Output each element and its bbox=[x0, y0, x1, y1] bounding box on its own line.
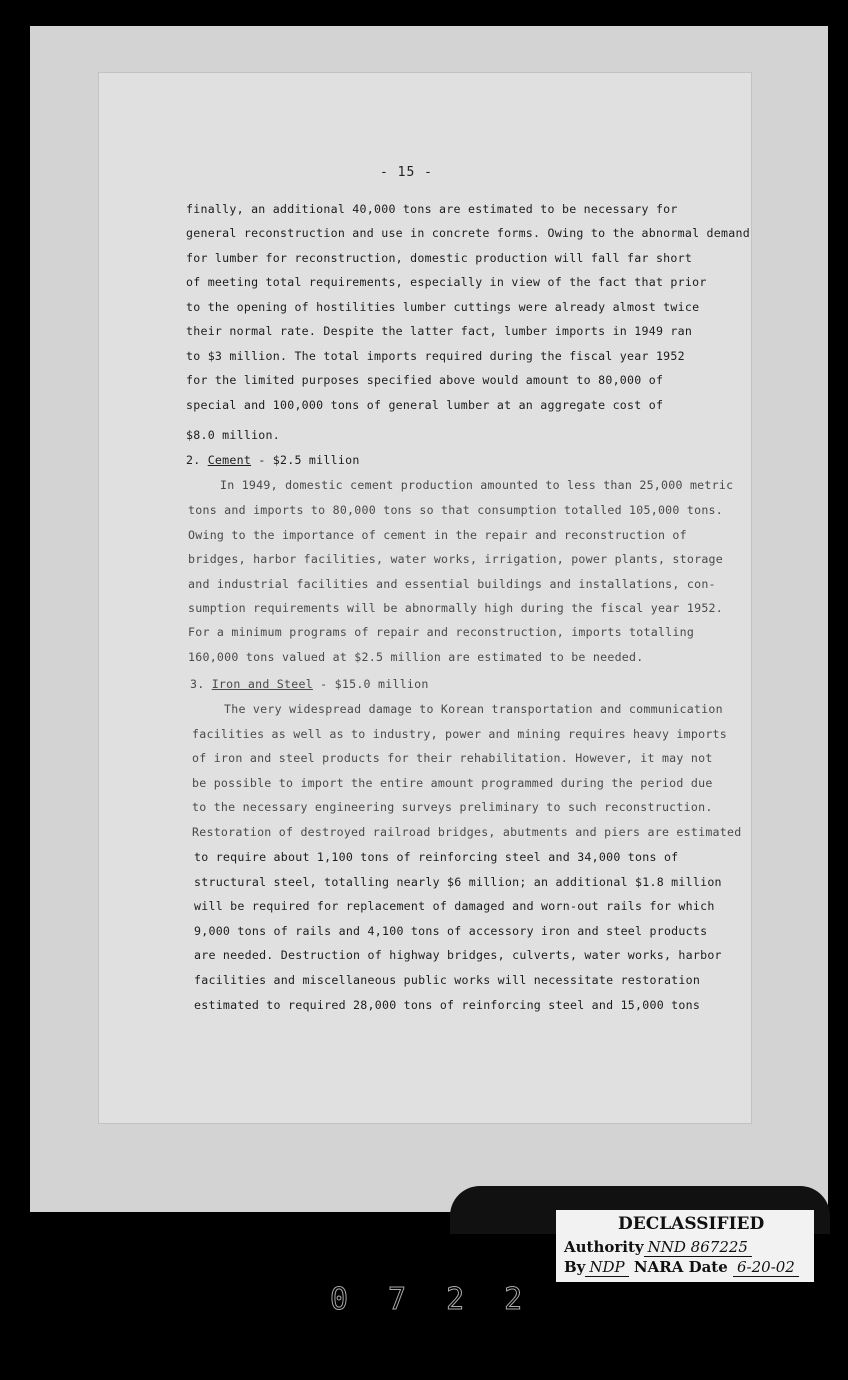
page-number: - 15 - bbox=[380, 165, 433, 180]
declassified-stamp bbox=[556, 1210, 814, 1282]
body-line: of meeting total requirements, especially in view of the fact that prior bbox=[186, 275, 707, 289]
date-value: 6-20-02 bbox=[733, 1258, 799, 1277]
section-title: Cement bbox=[207, 453, 252, 467]
body-line: structural steel, totalling nearly $6 million; an additional $1.8 million bbox=[194, 875, 722, 889]
section-number: 3. bbox=[190, 677, 205, 691]
body-line: to $3 million. The total imports required during the fiscal year 1952 bbox=[186, 349, 685, 363]
authority-label: Authority bbox=[564, 1238, 644, 1256]
by-label: By bbox=[564, 1258, 586, 1276]
section-amount: - $2.5 million bbox=[251, 453, 360, 467]
body-line: to require about 1,100 tons of reinforcing steel and 34,000 tons of bbox=[194, 850, 679, 864]
body-line: will be required for replacement of damaged and worn-out rails for which bbox=[194, 899, 715, 913]
body-line: their normal rate. Despite the latter fact, lumber imports in 1949 ran bbox=[186, 324, 693, 338]
body-line: estimated to required 28,000 tons of reinforcing steel and 15,000 tons bbox=[194, 998, 701, 1012]
authority-value: NND 867225 bbox=[644, 1238, 752, 1257]
body-line: for the limited purposes specified above would amount to 80,000 of bbox=[186, 373, 664, 387]
body-line: The very widespread damage to Korean transportation and communication bbox=[224, 702, 723, 716]
body-line: special and 100,000 tons of general lumber at an aggregate cost of bbox=[186, 398, 664, 412]
section-title: Iron and Steel bbox=[211, 677, 313, 691]
body-line: tons and imports to 80,000 tons so that consumption totalled 105,000 tons. bbox=[188, 503, 724, 517]
date-label: NARA Date bbox=[633, 1258, 728, 1276]
body-line: sumption requirements will be abnormally high during the fiscal year 1952. bbox=[188, 601, 724, 615]
body-line: for lumber for reconstruction, domestic production will fall far short bbox=[186, 251, 693, 265]
section-heading-cement bbox=[186, 453, 360, 467]
body-line: $8.0 million. bbox=[186, 428, 280, 442]
body-line: be possible to import the entire amount programmed during the period due bbox=[192, 776, 713, 790]
body-line: facilities as well as to industry, power and mining requires heavy imports bbox=[192, 727, 728, 741]
stamp-title: DECLASSIFIED bbox=[618, 1214, 765, 1234]
body-line: 9,000 tons of rails and 4,100 tons of accessory iron and steel products bbox=[194, 924, 708, 938]
body-line: to the opening of hostilities lumber cuttings were already almost twice bbox=[186, 300, 700, 314]
body-line: Owing to the importance of cement in the repair and reconstruction of bbox=[188, 528, 687, 542]
section-amount: - $15.0 million bbox=[312, 677, 429, 691]
body-line: In 1949, domestic cement production amounted to less than 25,000 metric bbox=[220, 478, 734, 492]
stamp-date-row bbox=[564, 1258, 799, 1276]
by-value: NDP bbox=[585, 1258, 628, 1277]
section-number: 2. bbox=[186, 453, 201, 467]
body-line: For a minimum programs of repair and reconstruction, imports totalling bbox=[188, 625, 695, 639]
body-line: facilities and miscellaneous public works will necessitate restoration bbox=[194, 973, 701, 987]
stamp-authority-row bbox=[564, 1238, 752, 1256]
film-frame-number: 0722 bbox=[330, 1282, 563, 1317]
body-line: Restoration of destroyed railroad bridges, abutments and piers are estimated bbox=[192, 825, 742, 839]
body-line: of iron and steel products for their rehabilitation. However, it may not bbox=[192, 751, 713, 765]
body-line: are needed. Destruction of highway bridges, culverts, water works, harbor bbox=[194, 948, 722, 962]
section-heading-iron-steel bbox=[190, 677, 429, 691]
body-line: and industrial facilities and essential buildings and installations, con- bbox=[188, 577, 716, 591]
body-line: bridges, harbor facilities, water works, irrigation, power plants, storage bbox=[188, 552, 724, 566]
body-line: to the necessary engineering surveys preliminary to such reconstruction. bbox=[192, 800, 713, 814]
body-line: 160,000 tons valued at $2.5 million are estimated to be needed. bbox=[188, 650, 644, 664]
body-line: finally, an additional 40,000 tons are estimated to be necessary for bbox=[186, 202, 678, 216]
body-line: general reconstruction and use in concrete forms. Owing to the abnormal demand bbox=[186, 226, 750, 240]
